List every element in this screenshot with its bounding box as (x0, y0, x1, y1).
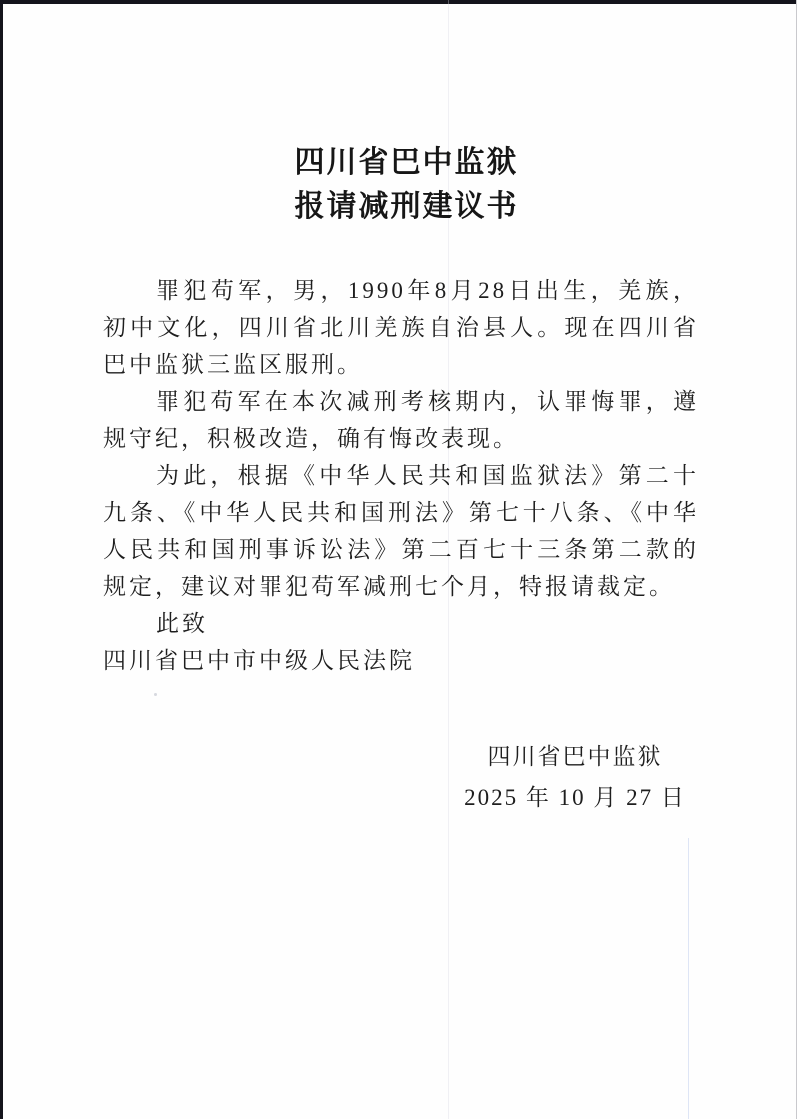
document-title (0, 141, 797, 229)
signature-org: 四川省巴中监狱 (487, 744, 663, 769)
document-title-line1: 四川省巴中监狱 (294, 146, 519, 179)
signature-date: 2025 年 10 月 27 日 (464, 785, 686, 810)
scan-streak-right (688, 838, 689, 1119)
body-paragraph-legal-basis: 为此，根据《中华人民共和国监狱法》第二十九条、《中华人民共和国刑法》第七十八条、《中华人民共和国刑事诉讼法》第二百七十三条第二款的规定，建议对罪犯苟军减刑七个月，特报请裁定。 (103, 463, 699, 599)
body-paragraph-assessment: 罪犯苟军在本次减刑考核期内，认罪悔罪，遵规守纪，积极改造，确有悔改表现。 (103, 389, 699, 451)
scan-artifact-speck (154, 693, 157, 696)
document-title-line2: 报请减刑建议书 (294, 190, 519, 223)
document-body (103, 272, 699, 679)
recipient-court: 四川省巴中市中级人民法院 (103, 648, 415, 673)
signature-block (408, 736, 742, 818)
body-paragraph-offender-info: 罪犯苟军，男，1990年8月28日出生，羌族，初中文化，四川省北川羌族自治县人。现在四川省巴中监狱三监区服刑。 (103, 278, 699, 377)
salutation: 此致 (156, 611, 208, 636)
scan-edge-top (0, 0, 797, 4)
